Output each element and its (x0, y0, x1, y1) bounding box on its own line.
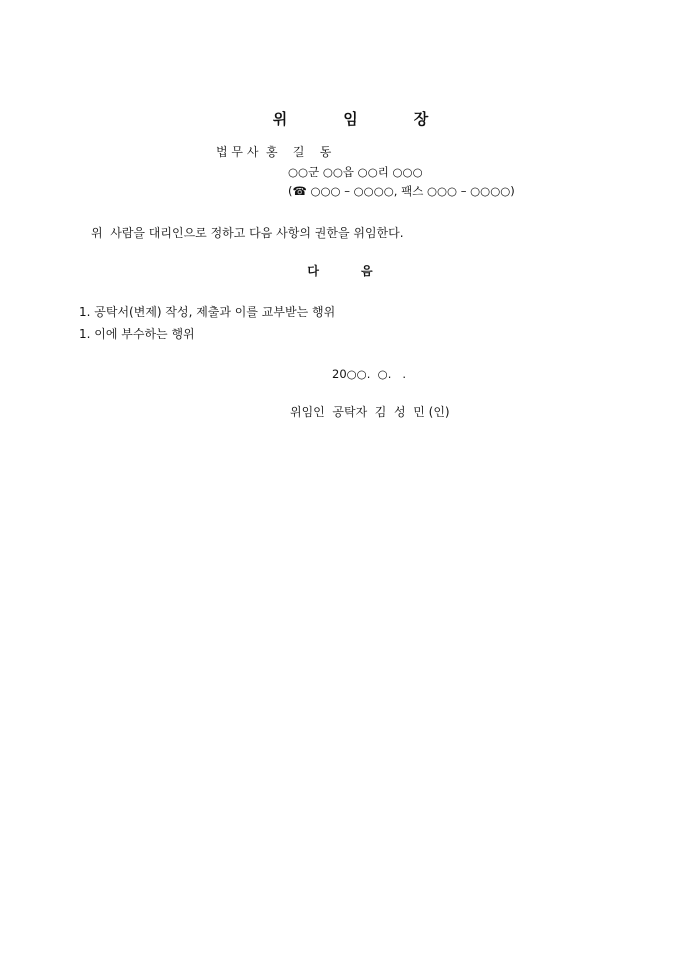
agent-phone-fax (288, 186, 515, 198)
delegation-statement: 위 사람을 대리인으로 정하고 다음 사항의 권한을 위임한다. (91, 226, 404, 240)
phone-fax-numbers: ○○○ – ○○○○, 팩스 ○○○ – ○○○○) (306, 184, 515, 198)
title-char-1: 위 (272, 110, 288, 128)
phone-icon: ☎ (292, 184, 307, 198)
title-char-2: 임 (343, 110, 358, 128)
phone-open-paren: ( (288, 184, 293, 198)
list-item: 1. 공탁서(변제) 작성, 제출과 이를 교부받는 행위 (79, 305, 336, 319)
heading-char-2: 음 (361, 264, 373, 278)
document-date: 20○○. ○. . (332, 367, 406, 381)
section-heading (0, 265, 680, 277)
agent-name: 법 무 사 홍 길 동 (216, 145, 332, 159)
heading-char-1: 다 (307, 264, 319, 278)
list-item: 1. 이에 부수하는 행위 (79, 327, 195, 341)
agent-address: ○○군 ○○읍 ○○리 ○○○ (288, 165, 423, 179)
title-char-3: 장 (413, 110, 429, 128)
delegator-signature: 위임인 공탁자 김 성 민 (인) (290, 405, 450, 419)
document-title (0, 97, 680, 142)
